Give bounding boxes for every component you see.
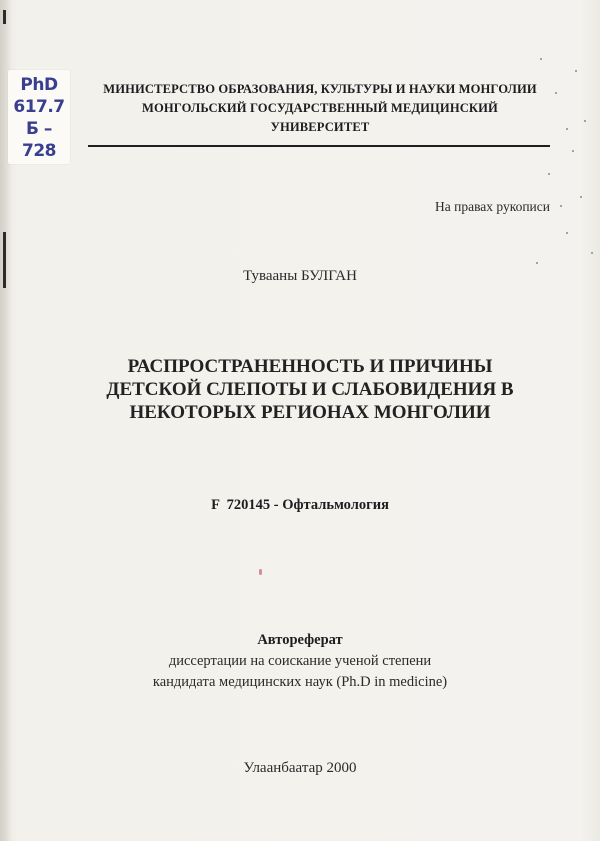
abstract-block xyxy=(0,630,600,693)
speck xyxy=(540,58,542,60)
speck xyxy=(572,150,574,152)
speck xyxy=(566,128,568,130)
call-number-line: Б – 728 xyxy=(22,119,56,161)
university-name-line: УНИВЕРСИТЕТ xyxy=(270,120,370,134)
speck xyxy=(560,205,562,207)
library-call-number-label xyxy=(8,70,70,164)
header-divider xyxy=(88,145,550,147)
abstract-heading: Автореферат xyxy=(257,632,343,648)
author-name: Тувааны БУЛГАН xyxy=(243,268,357,284)
speck xyxy=(584,120,586,122)
binding-mark xyxy=(3,10,6,24)
specialty-code: F 720145 - Офтальмология xyxy=(211,497,389,513)
city-year: Улаанбаатар 2000 xyxy=(243,760,357,776)
speck xyxy=(566,232,568,234)
speck xyxy=(591,252,593,254)
ink-spot xyxy=(259,569,262,575)
speck xyxy=(575,70,577,72)
call-number-line: 617.7 xyxy=(13,97,65,117)
dissertation-title xyxy=(60,355,560,424)
title-line: ДЕТСКОЙ СЛЕПОТЫ И СЛАБОВИДЕНИЯ В xyxy=(106,379,514,400)
title-line: РАСПРОСТРАНЕННОСТЬ И ПРИЧИНЫ xyxy=(127,356,493,377)
speck xyxy=(580,196,582,198)
abstract-line: кандидата медицинских наук (Ph.D in medicine) xyxy=(152,674,448,690)
call-number-line: PhD xyxy=(20,75,58,95)
speck xyxy=(548,173,550,175)
title-line: НЕКОТОРЫХ РЕГИОНАХ МОНГОЛИИ xyxy=(129,402,491,423)
ministry-name: МИНИСТЕРСТВО ОБРАЗОВАНИЯ, КУЛЬТУРЫ И НАУКИ МОНГОЛИИ xyxy=(103,82,537,96)
abstract-line: диссертации на соискание ученой степени xyxy=(168,653,432,669)
rights-note: На правах рукописи xyxy=(434,199,550,214)
speck xyxy=(536,262,538,264)
speck xyxy=(555,92,557,94)
university-name-line: МОНГОЛЬСКИЙ ГОСУДАРСТВЕННЫЙ МЕДИЦИНСКИЙ xyxy=(142,101,498,115)
institution-header xyxy=(90,80,550,137)
